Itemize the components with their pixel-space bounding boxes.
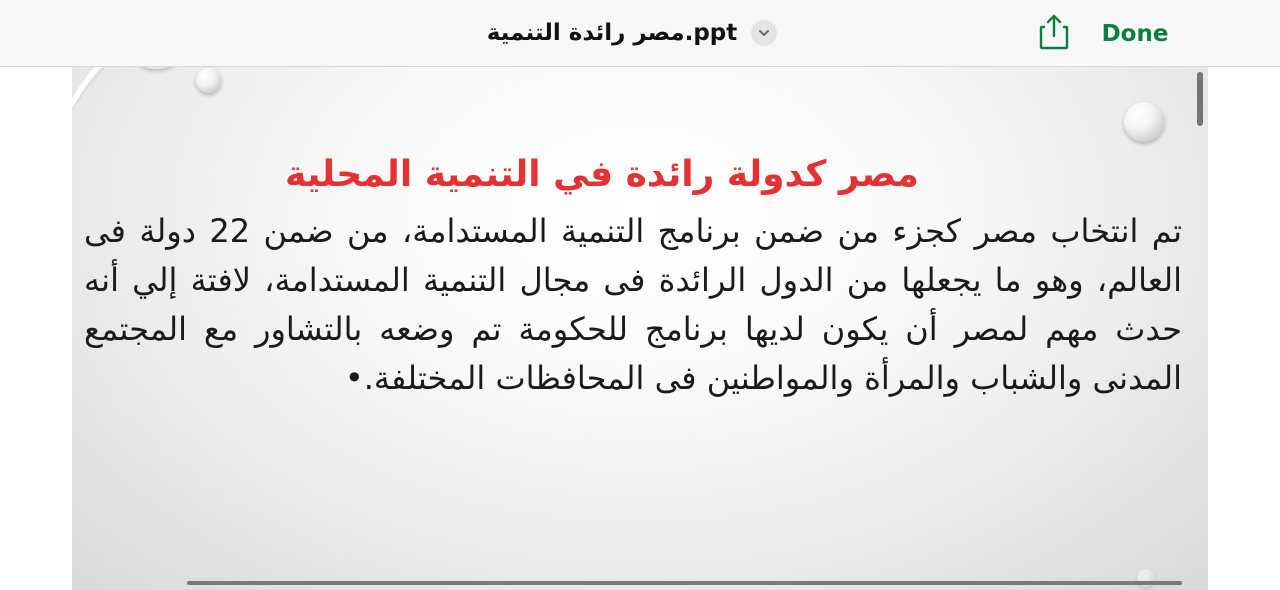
slide-decoration-curve [72,67,142,117]
chevron-down-icon [757,26,771,40]
decorative-bubble [1124,102,1164,142]
share-button[interactable] [1032,10,1076,54]
title-menu-button[interactable] [751,20,777,46]
decorative-bubble [136,67,178,69]
document-title[interactable]: مصر رائدة التنمية.ppt [486,20,738,46]
share-icon [1037,13,1071,51]
decorative-bubble [196,68,221,93]
slide [72,67,1208,590]
slide-body [84,207,1182,403]
horizontal-scrollbar[interactable] [187,581,1182,585]
bullet-icon: • [344,359,364,397]
slide-body-text: تم انتخاب مصر كجزء من ضمن برنامج التنمية المستدامة، من ضمن 22 دولة فى العالم، وهو ما يجعلها من الدول الرائدة فى مجال التنمية المستدامة، لافتة إلي أنه حدث مهم لمصر أن يكون لديها برنامج للحكومة تم وضعه بالتشاور مع المجتمع المدنى والشباب والمرأة والمواطنين فى المحافظات المختلفة. [84,212,1183,397]
vertical-scrollbar[interactable] [1197,72,1203,126]
slide-title: مصر كدولة رائدة في التنمية المحلية [285,154,919,195]
document-viewer[interactable] [0,67,1280,590]
done-button[interactable]: Done [1101,21,1169,47]
